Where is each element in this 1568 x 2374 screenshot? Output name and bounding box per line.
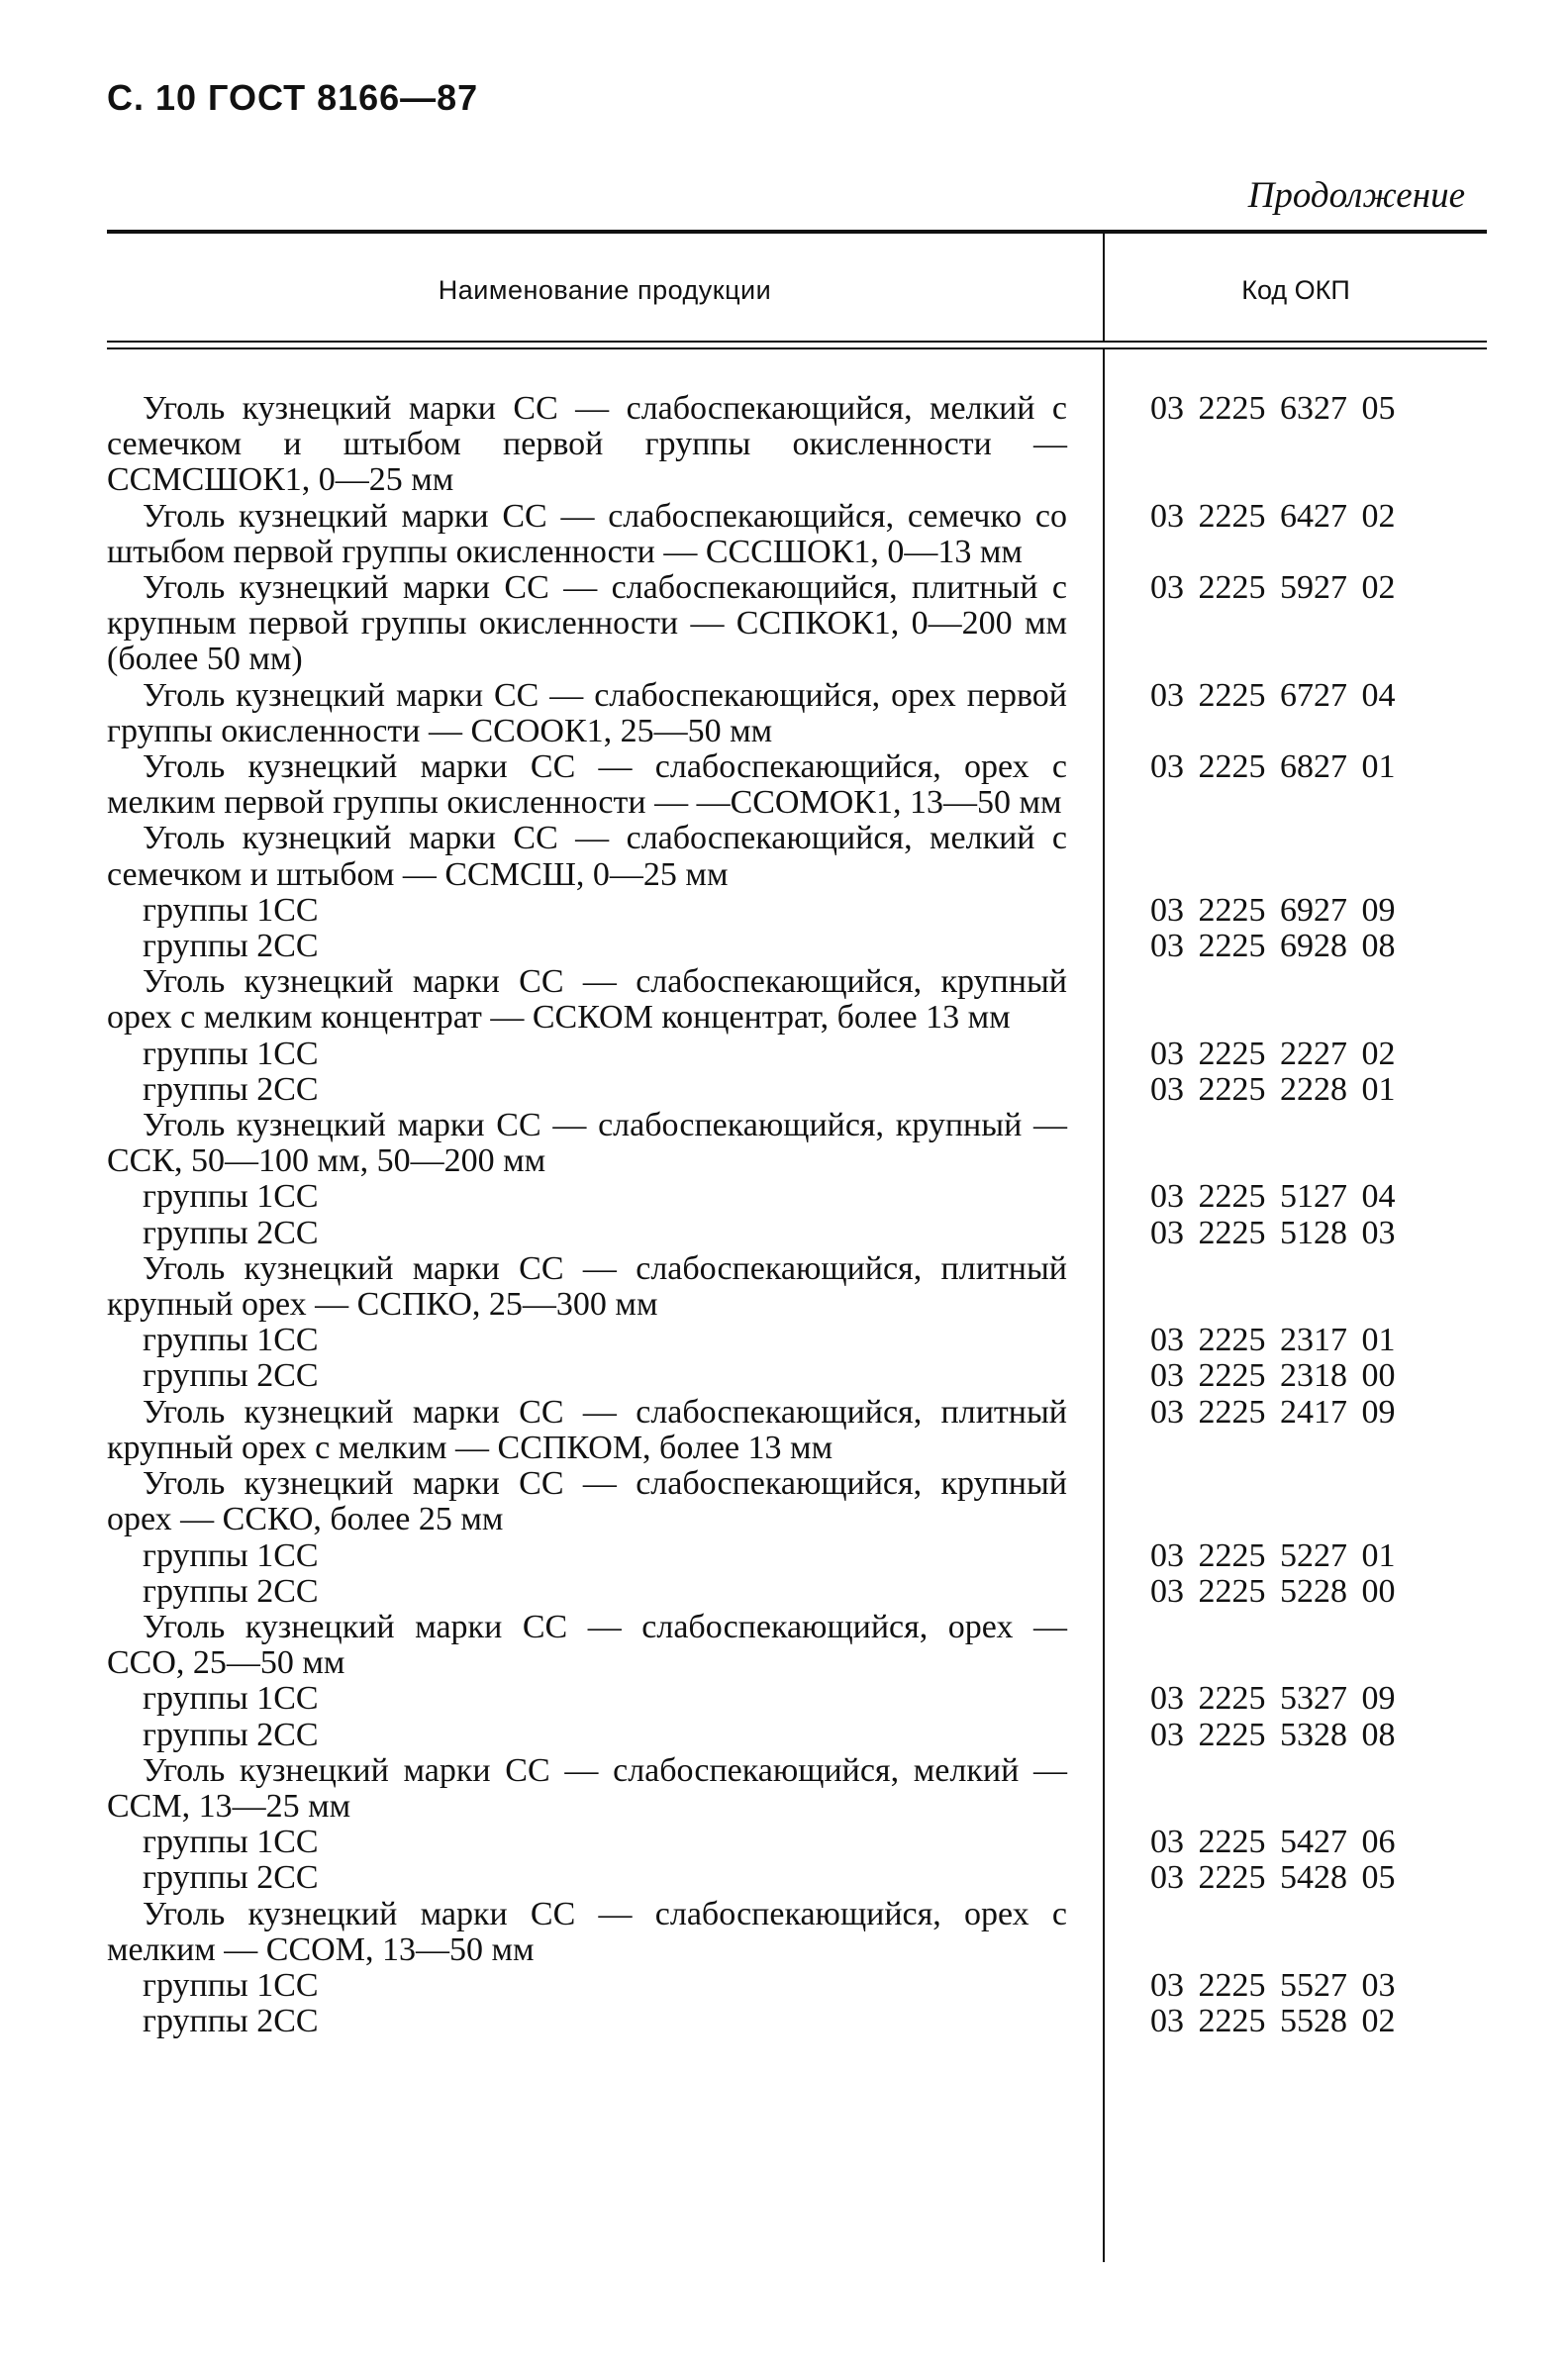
row-okp-code: 03 2225 2318 00	[1150, 1357, 1396, 1395]
table-row	[107, 2004, 1487, 2039]
row-okp-code: 03 2225 5328 08	[1150, 1716, 1396, 1753]
table-row	[107, 749, 1487, 821]
row-group-name: группы 1СС	[143, 1966, 319, 2004]
table-row	[107, 1037, 1487, 1072]
table-row	[107, 1538, 1487, 1574]
table-row	[107, 1466, 1487, 1537]
row-okp-code: 03 2225 5528 02	[1150, 2003, 1396, 2040]
table-row	[107, 1574, 1487, 1610]
row-group-name: группы 2СС	[143, 1859, 319, 1897]
row-product-name: Уголь кузнецкий марки СС — слабоспекающийся, крупный орех с мелким концентрат — ССКОМ концентрат, более 13 мм	[107, 963, 1067, 1037]
product-table	[107, 230, 1487, 2039]
row-product-name: Уголь кузнецкий марки СС — слабоспекающийся, плитный крупный орех — ССПКО, 25—300 мм	[107, 1249, 1067, 1324]
row-group-name: группы 1СС	[143, 891, 319, 929]
table-row	[107, 499, 1487, 570]
row-product-name: Уголь кузнецкий марки СС — слабоспекающийся, мелкий — ССМ, 13—25 мм	[107, 1751, 1067, 1825]
table-row	[107, 1395, 1487, 1466]
row-product-name: Уголь кузнецкий марки СС — слабоспекающийся, семечко со штыбом первой группы окисленности — СССШОК1, 0—13 мм	[107, 497, 1067, 570]
row-okp-code: 03 2225 6827 01	[1150, 748, 1396, 786]
table-row	[107, 570, 1487, 678]
row-okp-code: 03 2225 2417 09	[1150, 1393, 1396, 1431]
row-group-name: группы 1СС	[143, 1178, 319, 1216]
row-group-name: группы 2СС	[143, 1572, 319, 1610]
table-row	[107, 1216, 1487, 1251]
row-okp-code: 03 2225 6727 04	[1150, 676, 1396, 714]
row-okp-code: 03 2225 5227 01	[1150, 1536, 1396, 1574]
column-header-code: Код ОКП	[1103, 234, 1487, 341]
table-row	[107, 1753, 1487, 1825]
table-row	[107, 1718, 1487, 1753]
row-product-name: Уголь кузнецкий марки СС — слабоспекающийся, орех первой группы окисленности — ССООК1, 25—50 мм	[107, 676, 1067, 749]
page-header: С. 10 ГОСТ 8166—87	[107, 77, 479, 118]
row-okp-code: 03 2225 2228 01	[1150, 1070, 1396, 1108]
table-row	[107, 1860, 1487, 1896]
row-okp-code: 03 2225 6427 02	[1150, 497, 1396, 535]
row-product-name: Уголь кузнецкий марки СС — слабоспекающийся, орех с мелким — ССОМ, 13—50 мм	[107, 1895, 1067, 1968]
row-product-name: Уголь кузнецкий марки СС — слабоспекающийся, крупный орех — ССКО, более 25 мм	[107, 1465, 1067, 1538]
table-row	[107, 1072, 1487, 1108]
table-row	[107, 1323, 1487, 1358]
row-group-name: группы 1СС	[143, 1035, 319, 1072]
row-product-name: Уголь кузнецкий марки СС — слабоспекающийся, плитный крупный орех с мелким — ССПКОМ, более 13 мм	[107, 1393, 1067, 1466]
table-row	[107, 1108, 1487, 1179]
table-row	[107, 964, 1487, 1036]
row-okp-code: 03 2225 5228 00	[1150, 1572, 1396, 1610]
row-product-name: Уголь кузнецкий марки СС — слабоспекающийся, плитный с крупным первой группы окисленности — ССПКОК1, 0—200 мм (более 50 мм)	[107, 569, 1067, 678]
row-group-name: группы 2СС	[143, 1357, 319, 1395]
row-okp-code: 03 2225 5428 05	[1150, 1859, 1396, 1897]
table-row	[107, 391, 1487, 499]
row-okp-code: 03 2225 6928 08	[1150, 928, 1396, 965]
table-row	[107, 821, 1487, 892]
table-header	[107, 234, 1487, 341]
row-group-name: группы 1СС	[143, 1824, 319, 1861]
row-group-name: группы 2СС	[143, 1214, 319, 1251]
row-group-name: группы 1СС	[143, 1680, 319, 1718]
table-row	[107, 1251, 1487, 1323]
row-group-name: группы 2СС	[143, 928, 319, 965]
row-group-name: группы 2СС	[143, 1070, 319, 1108]
table-row	[107, 893, 1487, 929]
table-body	[107, 349, 1487, 2039]
row-okp-code: 03 2225 6927 09	[1150, 891, 1396, 929]
row-product-name: Уголь кузнецкий марки СС — слабоспекающийся, мелкий с семечком и штыбом — ССМСШ, 0—25 мм	[107, 820, 1067, 893]
row-group-name: группы 1СС	[143, 1322, 319, 1359]
table-row	[107, 678, 1487, 749]
row-product-name: Уголь кузнецкий марки СС — слабоспекающийся, крупный — ССК, 50—100 мм, 50—200 мм	[107, 1107, 1067, 1180]
table-row	[107, 1681, 1487, 1717]
row-group-name: группы 2СС	[143, 2003, 319, 2040]
row-okp-code: 03 2225 2227 02	[1150, 1035, 1396, 1072]
table-row	[107, 1610, 1487, 1681]
row-product-name: Уголь кузнецкий марки СС — слабоспекающийся, орех с мелким первой группы окисленности — —ССОМОК1, 13—50 мм	[107, 748, 1067, 822]
table-row	[107, 1825, 1487, 1860]
row-group-name: группы 2СС	[143, 1716, 319, 1753]
row-product-name: Уголь кузнецкий марки СС — слабоспекающийся, орех — ССО, 25—50 мм	[107, 1608, 1067, 1682]
row-okp-code: 03 2225 5127 04	[1150, 1178, 1396, 1216]
row-okp-code: 03 2225 5927 02	[1150, 569, 1396, 607]
row-okp-code: 03 2225 2317 01	[1150, 1322, 1396, 1359]
column-divider	[1103, 349, 1105, 2262]
table-header-rule	[107, 341, 1487, 349]
row-group-name: группы 1СС	[143, 1536, 319, 1574]
row-okp-code: 03 2225 5128 03	[1150, 1214, 1396, 1251]
column-header-name: Наименование продукции	[438, 274, 772, 305]
table-row	[107, 929, 1487, 964]
table-row	[107, 1179, 1487, 1215]
table-row	[107, 1358, 1487, 1394]
row-okp-code: 03 2225 5527 03	[1150, 1966, 1396, 2004]
row-okp-code: 03 2225 5427 06	[1150, 1824, 1396, 1861]
table-row	[107, 1968, 1487, 2004]
row-product-name: Уголь кузнецкий марки СС — слабоспекающийся, мелкий с семечком и штыбом первой группы окисленности — ССМСШОК1, 0—25 мм	[107, 390, 1067, 499]
continuation-label: Продолжение	[1247, 175, 1465, 216]
row-okp-code: 03 2225 6327 05	[1150, 390, 1396, 427]
row-okp-code: 03 2225 5327 09	[1150, 1680, 1396, 1718]
table-row	[107, 1897, 1487, 1968]
